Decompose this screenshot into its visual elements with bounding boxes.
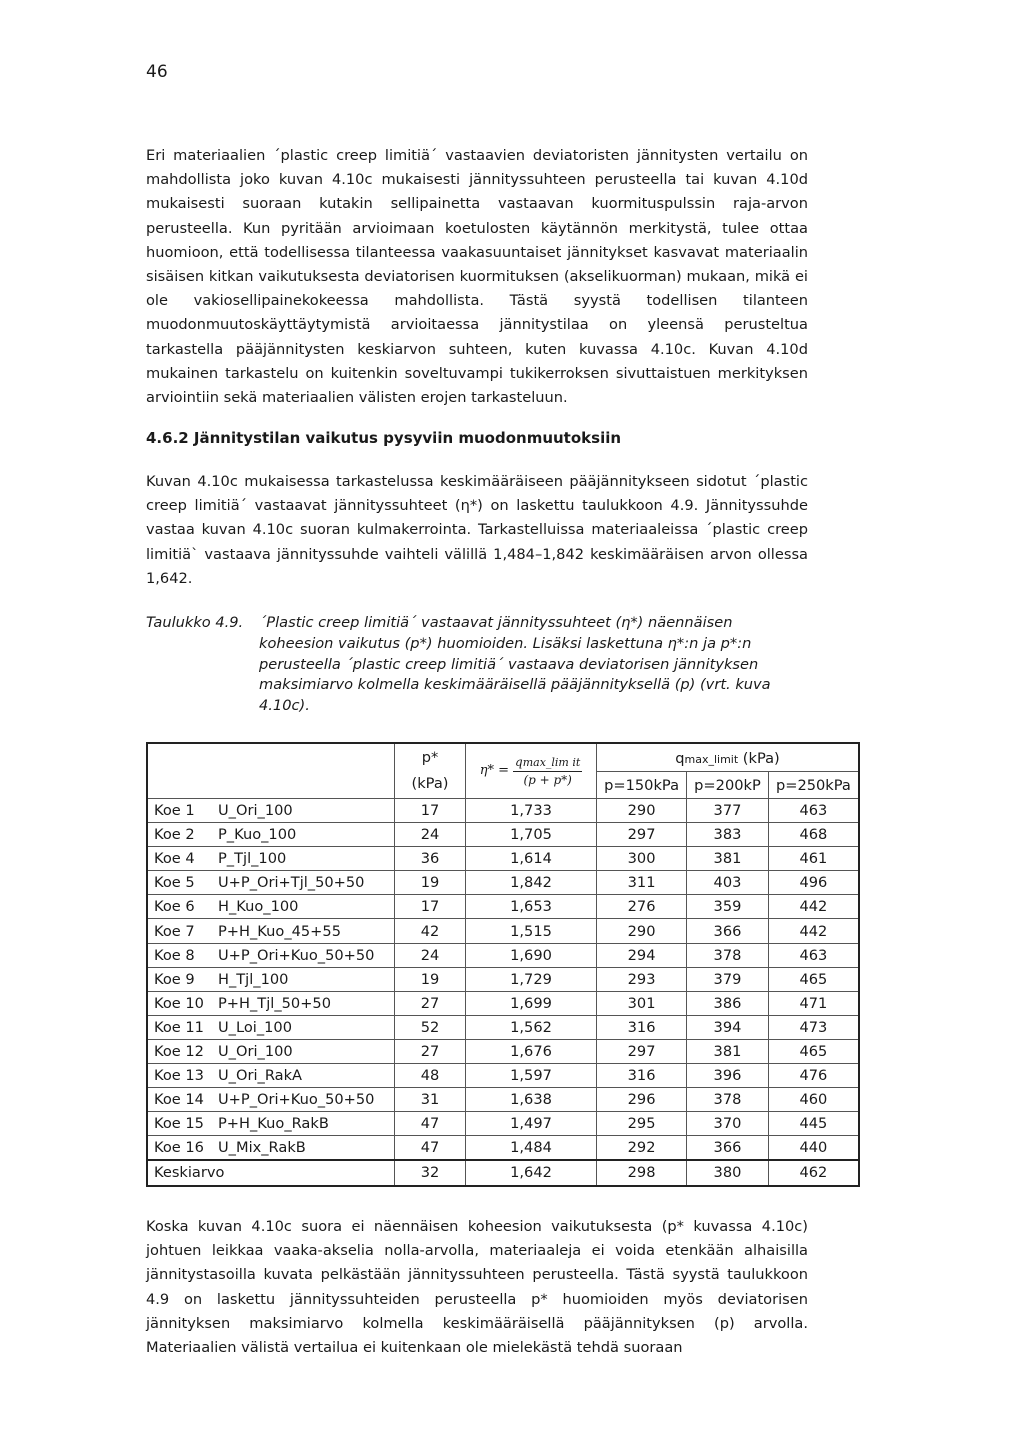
row-q200-cell: 381	[687, 1039, 769, 1063]
table-row	[147, 1112, 859, 1136]
row-koe-cell: Koe 14	[147, 1088, 212, 1112]
formula-num-q: q	[515, 755, 523, 769]
header-pstar	[395, 743, 466, 799]
row-material-code-cell: P_Tjl_100	[212, 847, 395, 871]
row-q200-cell: 394	[687, 1015, 769, 1039]
header-q: q	[675, 750, 685, 767]
row-q150-cell: 295	[597, 1112, 687, 1136]
row-eta-cell: 1,614	[466, 847, 597, 871]
row-eta-cell: 1,497	[466, 1112, 597, 1136]
row-q250-cell: 463	[768, 799, 859, 823]
row-q250-cell: 461	[768, 847, 859, 871]
row-material-code-cell: P_Kuo_100	[212, 823, 395, 847]
subheader-p150: p=150kPa	[597, 772, 687, 799]
row-q150-cell: 316	[597, 1015, 687, 1039]
table-row	[147, 1064, 859, 1088]
formula-num-sub: max_lim it	[522, 756, 581, 769]
row-q250-cell: 476	[768, 1064, 859, 1088]
row-material-code-cell: P+H_Kuo_45+55	[212, 919, 395, 943]
row-koe-cell: Koe 2	[147, 823, 212, 847]
eta-formula	[480, 754, 583, 788]
section-heading: 4.6.2 Jännitystilan vaikutus pysyviin muodonmuutoksiin	[146, 429, 622, 447]
row-eta-cell: 1,733	[466, 799, 597, 823]
row-eta-cell: 1,676	[466, 1039, 597, 1063]
row-q150-cell: 300	[597, 847, 687, 871]
table-caption-text: ´Plastic creep limitiä´ vastaavat jännityssuhteet (η*) näennäisen koheesion vaikutus (p*) huomioiden. Lisäksi laskettuna η*:n ja p*:n perusteella ´plastic creep limitiä´ vastaava deviatorisen jännityksen maksimiarvo kolmella keskimääräisellä pääjännityksellä (p) (vrt. kuva 4.10c).	[259, 614, 771, 715]
row-q250-cell: 468	[768, 823, 859, 847]
row-koe-cell: Koe 9	[147, 967, 212, 991]
formula-numerator	[513, 754, 582, 772]
row-q150-cell: 293	[597, 967, 687, 991]
row-material-code-cell: U+P_Ori+Kuo_50+50	[212, 1088, 395, 1112]
row-material-code-cell: U_Loi_100	[212, 1015, 395, 1039]
row-eta-cell: 1,484	[466, 1136, 597, 1161]
row-q150-cell: 290	[597, 799, 687, 823]
row-q200-cell: 383	[687, 823, 769, 847]
table-body	[147, 799, 859, 1186]
row-q250-cell: 442	[768, 919, 859, 943]
header-pstar-label: p*	[421, 749, 439, 766]
row-q150-cell: 294	[597, 943, 687, 967]
row-material-code-cell: P+H_Tjl_50+50	[212, 991, 395, 1015]
row-material-code-cell: U+P_Ori+Tjl_50+50	[212, 871, 395, 895]
row-q250-cell: 465	[768, 967, 859, 991]
average-pstar-cell: 32	[395, 1160, 466, 1185]
row-q150-cell: 296	[597, 1088, 687, 1112]
table-row-average	[147, 1160, 859, 1185]
paragraph-conclusion: Koska kuvan 4.10c suora ei näennäisen koheesion vaikutuksesta (p* kuvassa 4.10c) johtuen leikkaa vaaka-akselia nolla-arvolla, materiaaleja ei voida etenkään alhaisilla jännitystasoilla kuvata pelkästään jännityssuhteen perusteella. Tästä syystä taulukkoon 4.9 on laskettu jännityssuhteiden perusteella p* huomioiden myös deviatorisen jännityksen maksimiarvo kolmella keskimääräisellä pääjännityksen (p) arvolla. Materiaalien välistä vertailua ei kuitenkaan ole mielekästä tehdä suoraan	[146, 1218, 808, 1357]
row-q150-cell: 297	[597, 823, 687, 847]
row-koe-cell: Koe 4	[147, 847, 212, 871]
row-q250-cell: 465	[768, 1039, 859, 1063]
row-eta-cell: 1,699	[466, 991, 597, 1015]
row-koe-cell: Koe 1	[147, 799, 212, 823]
table-row	[147, 895, 859, 919]
row-q200-cell: 396	[687, 1064, 769, 1088]
row-material-code-cell: P+H_Kuo_RakB	[212, 1112, 395, 1136]
row-eta-cell: 1,638	[466, 1088, 597, 1112]
header-pstar-unit: (kPa)	[411, 775, 449, 792]
formula-denominator: (p + p*)	[523, 773, 572, 787]
row-q200-cell: 378	[687, 943, 769, 967]
row-material-code-cell: U_Ori_100	[212, 799, 395, 823]
formula-lhs: η* =	[479, 763, 510, 778]
row-koe-cell: Koe 12	[147, 1039, 212, 1063]
row-q250-cell: 463	[768, 943, 859, 967]
table-row	[147, 1136, 859, 1161]
row-q250-cell: 440	[768, 1136, 859, 1161]
row-koe-cell: Koe 13	[147, 1064, 212, 1088]
row-q250-cell: 460	[768, 1088, 859, 1112]
row-eta-cell: 1,562	[466, 1015, 597, 1039]
row-q250-cell: 442	[768, 895, 859, 919]
row-koe-cell: Koe 8	[147, 943, 212, 967]
row-pstar-cell: 24	[395, 823, 466, 847]
table-row	[147, 823, 859, 847]
row-koe-cell: Koe 15	[147, 1112, 212, 1136]
row-q250-cell: 473	[768, 1015, 859, 1039]
row-material-code-cell: U_Ori_RakA	[212, 1064, 395, 1088]
row-q150-cell: 301	[597, 991, 687, 1015]
row-q200-cell: 379	[687, 967, 769, 991]
row-q200-cell: 366	[687, 919, 769, 943]
subheader-p250: p=250kPa	[768, 772, 859, 799]
row-koe-cell: Koe 10	[147, 991, 212, 1015]
row-pstar-cell: 19	[395, 871, 466, 895]
row-eta-cell: 1,515	[466, 919, 597, 943]
table-row	[147, 847, 859, 871]
table-row	[147, 967, 859, 991]
table-row	[147, 919, 859, 943]
table-row	[147, 799, 859, 823]
row-q150-cell: 292	[597, 1136, 687, 1161]
row-pstar-cell: 52	[395, 1015, 466, 1039]
row-pstar-cell: 48	[395, 1064, 466, 1088]
row-q200-cell: 381	[687, 847, 769, 871]
average-eta-cell: 1,642	[466, 1160, 597, 1185]
row-q200-cell: 403	[687, 871, 769, 895]
row-eta-cell: 1,842	[466, 871, 597, 895]
header-eta-formula	[466, 743, 597, 799]
row-koe-cell: Koe 7	[147, 919, 212, 943]
row-eta-cell: 1,653	[466, 895, 597, 919]
row-eta-cell: 1,729	[466, 967, 597, 991]
row-pstar-cell: 36	[395, 847, 466, 871]
row-pstar-cell: 27	[395, 1039, 466, 1063]
row-pstar-cell: 17	[395, 895, 466, 919]
table-row	[147, 991, 859, 1015]
row-koe-cell: Koe 16	[147, 1136, 212, 1161]
paragraph-intro: Eri materiaalien ´plastic creep limitiä´ vastaavien deviatoristen jännitysten vertailu on mahdollista joko kuvan 4.10c mukaisesti jännityssuhteen perusteella tai kuvan 4.10d mukaisesti suoraan kutakin sellipainetta vastaavan kuormituspulssin raja-arvon perusteella. Kun pyritään arvioimaan koetulosten käytännön merkitystä, tulee ottaa huomioon, että todellisessa tilanteessa vaakasuuntaiset jännitykset kasvavat materiaalin sisäisen kitkan vaikutuksesta deviatorisen kuormituksen (akselikuorman) mukaan, mikä ei ole vakiosellipainekokeessa mahdollista. Tästä syystä todellisen tilanteen muodonmuutoskäyttäytymistä arvioitaessa jännitystilaa on yleensä perusteltua tarkastella pääjännitysten keskiarvon suhteen, kuten kuvassa 4.10c. Kuvan 4.10d mukainen tarkastelu on kuitenkin soveltuvampi tukikerroksen sivuttaistuen merkityksen arviointiin sekä materiaalien välisten erojen tarkasteluun.	[146, 147, 808, 407]
row-koe-cell: Koe 6	[147, 895, 212, 919]
results-table	[146, 742, 860, 1187]
table-row	[147, 1039, 859, 1063]
row-q150-cell: 316	[597, 1064, 687, 1088]
row-material-code-cell: H_Kuo_100	[212, 895, 395, 919]
row-eta-cell: 1,705	[466, 823, 597, 847]
table-row	[147, 1015, 859, 1039]
table-row	[147, 943, 859, 967]
row-pstar-cell: 47	[395, 1136, 466, 1161]
row-eta-cell: 1,690	[466, 943, 597, 967]
row-q200-cell: 370	[687, 1112, 769, 1136]
row-pstar-cell: 24	[395, 943, 466, 967]
row-q250-cell: 496	[768, 871, 859, 895]
row-material-code-cell: U_Ori_100	[212, 1039, 395, 1063]
average-q250-cell: 462	[768, 1160, 859, 1185]
row-q200-cell: 377	[687, 799, 769, 823]
row-q150-cell: 290	[597, 919, 687, 943]
header-empty-cell	[147, 743, 395, 799]
row-koe-cell: Koe 5	[147, 871, 212, 895]
row-pstar-cell: 19	[395, 967, 466, 991]
row-pstar-cell: 42	[395, 919, 466, 943]
row-pstar-cell: 27	[395, 991, 466, 1015]
header-qmax	[597, 743, 860, 772]
formula-fraction	[513, 754, 582, 788]
page-number: 46	[146, 62, 168, 82]
row-pstar-cell: 17	[395, 799, 466, 823]
average-q200-cell: 380	[687, 1160, 769, 1185]
row-material-code-cell: H_Tjl_100	[212, 967, 395, 991]
row-q200-cell: 386	[687, 991, 769, 1015]
subheader-p200: p=200kP	[687, 772, 769, 799]
row-material-code-cell: U+P_Ori+Kuo_50+50	[212, 943, 395, 967]
table-caption-label: Taulukko 4.9.	[146, 614, 244, 631]
row-q250-cell: 471	[768, 991, 859, 1015]
table-header-row	[147, 743, 859, 772]
row-q150-cell: 311	[597, 871, 687, 895]
header-q-sub: max_limit	[684, 753, 739, 766]
header-q-unit: (kPa)	[738, 750, 780, 767]
row-q200-cell: 366	[687, 1136, 769, 1161]
row-pstar-cell: 31	[395, 1088, 466, 1112]
average-label-cell: Keskiarvo	[147, 1160, 395, 1185]
average-q150-cell: 298	[597, 1160, 687, 1185]
table-row	[147, 1088, 859, 1112]
row-q150-cell: 276	[597, 895, 687, 919]
row-q250-cell: 445	[768, 1112, 859, 1136]
row-q150-cell: 297	[597, 1039, 687, 1063]
row-pstar-cell: 47	[395, 1112, 466, 1136]
row-eta-cell: 1,597	[466, 1064, 597, 1088]
row-koe-cell: Koe 11	[147, 1015, 212, 1039]
row-q200-cell: 359	[687, 895, 769, 919]
row-material-code-cell: U_Mix_RakB	[212, 1136, 395, 1161]
row-q200-cell: 378	[687, 1088, 769, 1112]
paragraph-stress-ratio: Kuvan 4.10c mukaisessa tarkastelussa keskimääräiseen pääjännitykseen sidotut ´plastic creep limitiä´ vastaavat jännityssuhteet (η*) on laskettu taulukkoon 4.9. Jännityssuhde vastaa kuvan 4.10c suoran kulmakerrointa. Tarkastelluissa materiaaleissa ´plastic creep limitiä` vastaava jännityssuhde vaihteli välillä 1,484–1,842 keskimääräisen arvon ollessa 1,642.	[146, 473, 808, 587]
table-row	[147, 871, 859, 895]
